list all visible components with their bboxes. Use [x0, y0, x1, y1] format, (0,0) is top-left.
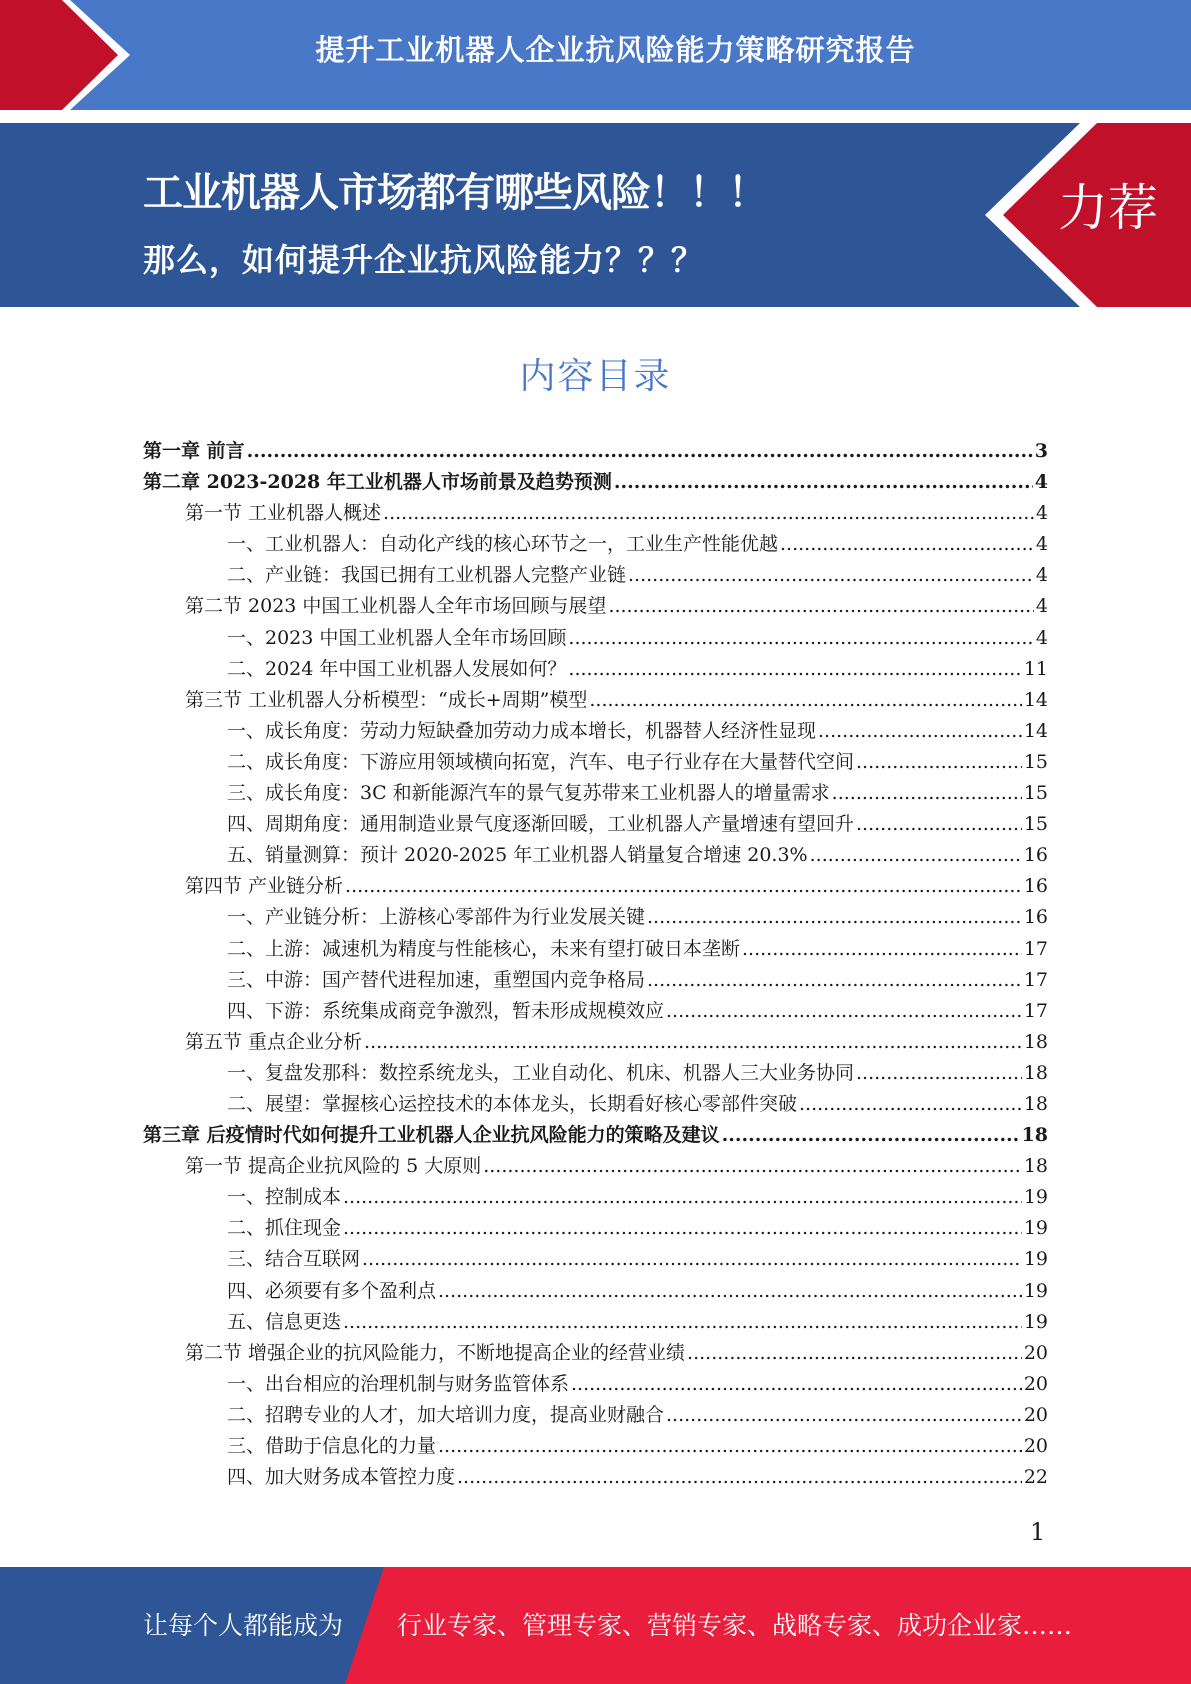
toc-entry-page: 16 — [1023, 906, 1048, 929]
toc-entry[interactable] — [143, 1431, 1048, 1462]
toc-entry-page: 22 — [1023, 1466, 1048, 1489]
toc-entry-title: 四、加大财务成本管控力度 — [227, 1466, 456, 1489]
toc-entry[interactable] — [143, 1276, 1048, 1307]
toc-leader-dots — [799, 1089, 1022, 1120]
toc-leader-dots — [687, 1338, 1022, 1369]
toc-entry-title: 三、成长角度：3C 和新能源汽车的景气复苏带来工业机器人的增量需求 — [227, 782, 830, 805]
toc-leader-dots — [457, 1462, 1022, 1493]
toc-entry-title: 第一节 提高企业抗风险的 5 大原则 — [185, 1155, 482, 1178]
toc-entry-page: 16 — [1023, 844, 1048, 867]
headline-band — [0, 123, 1191, 307]
toc-entry-page: 3 — [1034, 440, 1048, 462]
toc-entry[interactable] — [143, 902, 1048, 933]
toc-entry-page: 20 — [1023, 1372, 1048, 1395]
toc-leader-dots — [832, 778, 1022, 809]
toc-entry-page: 18 — [1023, 1092, 1048, 1115]
toc-entry[interactable] — [143, 467, 1048, 498]
headline-line-2: 那么，如何提升企业抗风险能力？？？ — [143, 241, 705, 279]
top-banner — [0, 0, 1191, 110]
footer-slogan-right: 行业专家、管理专家、营销专家、战略专家、成功企业家…… — [397, 1611, 1073, 1640]
footer-slogan-left: 让每个人都能成为 — [143, 1611, 344, 1640]
toc-entry-title: 二、成长角度：下游应用领域横向拓宽，汽车、电子行业存在大量替代空间 — [227, 750, 855, 773]
toc-entry-page: 4 — [1035, 502, 1048, 525]
toc-leader-dots — [856, 747, 1022, 778]
toc-entry-title: 三、结合互联网 — [227, 1248, 361, 1271]
toc-entry[interactable] — [143, 1151, 1048, 1182]
toc-leader-dots — [614, 467, 1033, 498]
toc-entry-page: 17 — [1023, 968, 1048, 991]
toc-entry-title: 第一章 前言 — [143, 440, 245, 462]
toc-entry-page: 14 — [1023, 688, 1048, 711]
toc-leader-dots — [568, 623, 1034, 654]
toc-entry-title: 三、中游：国产替代进程加速，重塑国内竞争格局 — [227, 968, 646, 991]
toc-entry[interactable] — [143, 623, 1048, 654]
toc-entry-title: 二、展望：掌握核心运控技术的本体龙头，长期看好核心零部件突破 — [227, 1092, 798, 1115]
toc-entry[interactable] — [143, 1369, 1048, 1400]
toc-entry-page: 11 — [1023, 657, 1048, 680]
toc-entry-page: 19 — [1023, 1248, 1048, 1271]
toc-leader-dots — [722, 1120, 1020, 1151]
toc-entry-page: 18 — [1023, 1030, 1048, 1053]
toc-entry[interactable] — [143, 685, 1048, 716]
toc-entry-title: 五、信息更迭 — [227, 1310, 342, 1333]
toc-heading: 内容目录 — [519, 356, 672, 397]
toc-leader-dots — [364, 1027, 1022, 1058]
toc-entry[interactable] — [143, 1338, 1048, 1369]
recommend-badge: 力荐 — [1058, 179, 1158, 237]
toc-leader-dots — [856, 809, 1022, 840]
toc-entry-title: 第一节 工业机器人概述 — [185, 502, 382, 525]
toc-entry-page: 15 — [1023, 782, 1048, 805]
footer-band — [0, 1567, 1191, 1684]
toc-entry-title: 第二节 2023 中国工业机器人全年市场回顾与展望 — [185, 595, 607, 618]
toc-entry-title: 第二节 增强企业的抗风险能力，不断地提高企业的经营业绩 — [185, 1341, 686, 1364]
toc-entry-title: 二、2024 年中国工业机器人发展如何？ — [227, 657, 567, 680]
toc-entry[interactable] — [143, 560, 1048, 591]
toc-leader-dots — [568, 654, 1021, 685]
toc-entry[interactable] — [143, 1182, 1048, 1213]
toc-entry-page: 4 — [1035, 533, 1048, 556]
toc-entry[interactable] — [143, 809, 1048, 840]
headline-line-1: 工业机器人市场都有哪些风险！！！ — [143, 170, 767, 216]
toc-entry-page: 18 — [1021, 1124, 1048, 1147]
toc-entry-page: 18 — [1023, 1155, 1048, 1178]
toc-leader-dots — [247, 436, 1033, 467]
toc-entry-page: 4 — [1035, 595, 1048, 618]
toc-leader-dots — [666, 996, 1022, 1027]
toc-entry-page: 14 — [1023, 719, 1048, 742]
toc-entry[interactable] — [143, 654, 1048, 685]
toc-entry[interactable] — [143, 996, 1048, 1027]
toc-entry-page: 19 — [1023, 1217, 1048, 1240]
toc-leader-dots — [666, 1400, 1022, 1431]
toc-entry-title: 第二章 2023-2028 年工业机器人市场前景及趋势预测 — [143, 471, 612, 494]
toc-entry-title: 四、下游：系统集成商竞争激烈，暂未形成规模效应 — [227, 999, 665, 1022]
toc-entry-page: 19 — [1023, 1279, 1048, 1302]
toc-entry[interactable] — [143, 871, 1048, 902]
toc-entry[interactable] — [143, 591, 1048, 622]
toc-leader-dots — [628, 560, 1034, 591]
toc-leader-dots — [438, 1276, 1022, 1307]
toc-entry[interactable] — [143, 498, 1048, 529]
toc-entry[interactable] — [143, 747, 1048, 778]
toc-entry[interactable] — [143, 1058, 1048, 1089]
toc-entry-title: 第四节 产业链分析 — [185, 875, 344, 898]
toc-entry-page: 17 — [1023, 937, 1048, 960]
toc-entry-page: 19 — [1023, 1186, 1048, 1209]
toc-entry[interactable] — [143, 1244, 1048, 1275]
toc-entry[interactable] — [143, 778, 1048, 809]
toc-entry-title: 一、工业机器人：自动化产线的核心环节之一，工业生产性能优越 — [227, 533, 779, 556]
toc-entry-title: 四、必须要有多个盈利点 — [227, 1279, 437, 1302]
toc-leader-dots — [780, 529, 1034, 560]
toc-entry[interactable] — [143, 1213, 1048, 1244]
toc-entry-title: 二、招聘专业的人才，加大培训力度，提高业财融合 — [227, 1403, 665, 1426]
toc-entry-title: 一、控制成本 — [227, 1186, 342, 1209]
toc-leader-dots — [810, 840, 1022, 871]
toc-entry-page: 20 — [1023, 1435, 1048, 1457]
toc-entry[interactable] — [143, 1089, 1048, 1120]
report-title: 提升工业机器人企业抗风险能力策略研究报告 — [315, 33, 916, 67]
toc-entry[interactable] — [143, 1307, 1048, 1338]
toc-entry-title: 二、产业链：我国已拥有工业机器人完整产业链 — [227, 564, 627, 587]
toc-entry-page: 15 — [1023, 750, 1048, 773]
toc-leader-dots — [362, 1244, 1022, 1275]
toc-entry[interactable] — [143, 1027, 1048, 1058]
toc-entry[interactable] — [143, 1400, 1048, 1431]
toc-entry-title: 一、产业链分析：上游核心零部件为行业发展关键 — [227, 906, 646, 929]
toc-entry-page: 18 — [1023, 1061, 1048, 1084]
toc-leader-dots — [343, 1182, 1022, 1213]
toc-entry-title: 四、周期角度：通用制造业景气度逐渐回暖，工业机器人产量增速有望回升 — [227, 813, 855, 836]
toc-entry-title: 第五节 重点企业分析 — [185, 1030, 363, 1053]
toc-leader-dots — [742, 934, 1022, 965]
toc-entry[interactable] — [143, 1462, 1048, 1493]
toc-leader-dots — [345, 871, 1022, 902]
toc-entry-page: 20 — [1023, 1341, 1048, 1364]
toc-leader-dots — [438, 1431, 1022, 1462]
toc-entry-page: 20 — [1023, 1403, 1048, 1426]
toc-entry-page: 4 — [1035, 626, 1048, 649]
toc-leader-dots — [647, 902, 1022, 933]
toc-entry-title: 五、销量测算：预计 2020-2025 年工业机器人销量复合增速 20.3% — [227, 844, 808, 867]
toc-leader-dots — [571, 1369, 1022, 1400]
toc-leader-dots — [818, 716, 1022, 747]
toc-entry-title: 二、抓住现金 — [227, 1217, 342, 1240]
page-number: 1 — [1030, 1518, 1046, 1546]
toc-entry-page: 16 — [1023, 875, 1048, 898]
toc-entry[interactable] — [143, 840, 1048, 871]
toc-leader-dots — [343, 1213, 1022, 1244]
toc-entry-title: 一、成长角度：劳动力短缺叠加劳动力成本增长，机器替人经济性显现 — [227, 719, 817, 742]
toc-leader-dots — [483, 1151, 1022, 1182]
toc-leader-dots — [383, 498, 1034, 529]
table-of-contents — [143, 436, 1048, 1493]
toc-entry-page: 17 — [1023, 999, 1048, 1022]
toc-entry[interactable] — [143, 1120, 1048, 1151]
toc-leader-dots — [647, 965, 1022, 996]
toc-entry-page: 4 — [1035, 564, 1048, 587]
toc-entry-title: 一、2023 中国工业机器人全年市场回顾 — [227, 626, 567, 649]
toc-leader-dots — [589, 685, 1021, 716]
toc-entry[interactable] — [143, 436, 1048, 467]
toc-entry[interactable] — [143, 716, 1048, 747]
toc-entry[interactable] — [143, 965, 1048, 996]
toc-entry[interactable] — [143, 934, 1048, 965]
toc-entry-title: 第三章 后疫情时代如何提升工业机器人企业抗风险能力的策略及建议 — [143, 1124, 720, 1147]
toc-entry-title: 一、出台相应的治理机制与财务监管体系 — [227, 1372, 570, 1395]
toc-entry-title: 二、上游：减速机为精度与性能核心，未来有望打破日本垄断 — [227, 937, 741, 960]
toc-entry-page: 19 — [1023, 1310, 1048, 1333]
toc-entry[interactable] — [143, 529, 1048, 560]
toc-entry-title: 一、复盘发那科：数控系统龙头，工业自动化、机床、机器人三大业务协同 — [227, 1061, 855, 1084]
toc-entry-page: 15 — [1023, 813, 1048, 836]
toc-leader-dots — [856, 1058, 1022, 1089]
toc-leader-dots — [608, 591, 1033, 622]
toc-entry-page: 4 — [1034, 471, 1048, 494]
toc-entry-title: 三、借助于信息化的力量 — [227, 1435, 437, 1457]
toc-leader-dots — [343, 1307, 1022, 1338]
toc-entry-title: 第三节 工业机器人分析模型：“成长+周期”模型 — [185, 688, 588, 711]
